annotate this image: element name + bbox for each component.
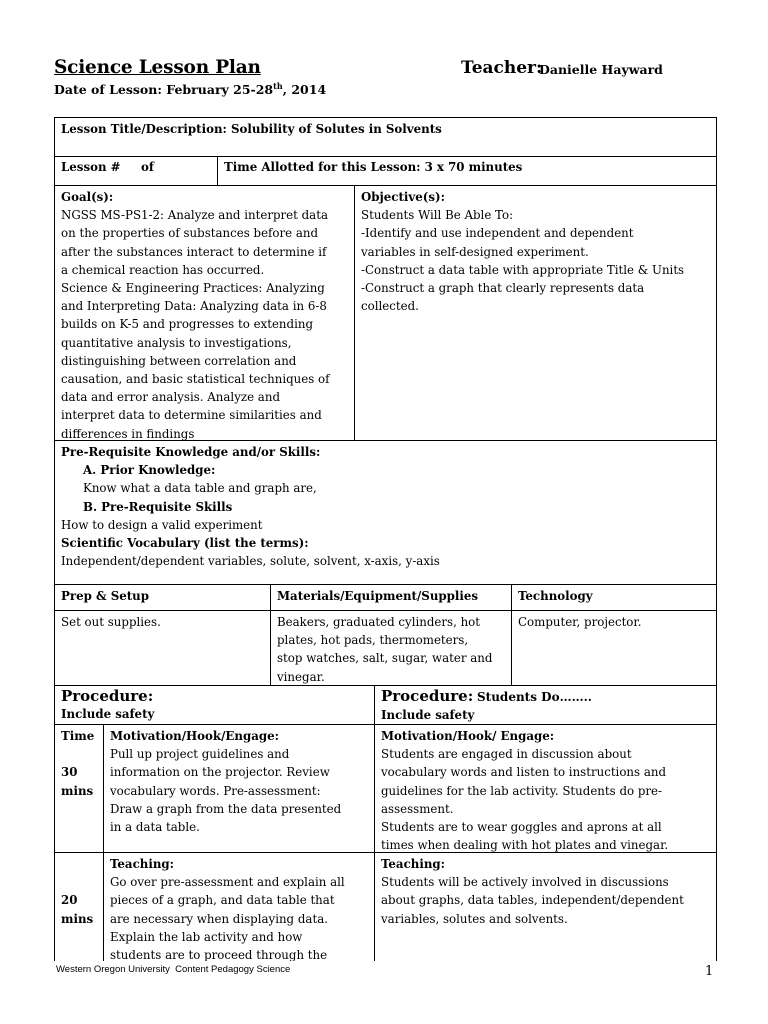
safety-right: Include safety: [381, 708, 475, 722]
objective-line: -Construct a data table with appropriate Title & Units: [361, 262, 685, 277]
procedure-teacher-header: [54, 685, 375, 725]
goal-line: causation, and basic statistical techniques of: [61, 372, 330, 387]
goal-line: on the properties of substances before and: [61, 226, 319, 241]
page-footer: Western Oregon University Content Pedagogy Science: [56, 964, 291, 975]
page-number: 1: [705, 964, 714, 979]
step-line: vocabulary words. Pre-assessment:: [110, 783, 321, 798]
step-line: are necessary when displaying data.: [110, 911, 328, 926]
goal-line: NGSS MS-PS1-2: Analyze and interpret data: [61, 208, 328, 223]
prerequisites-cell: [54, 440, 717, 585]
time-unit: mins: [61, 911, 94, 926]
goals-cell: [54, 185, 355, 441]
step-line: Explain the lab activity and how: [110, 929, 303, 944]
step-line: students are to proceed through the: [110, 948, 328, 961]
teacher-label: Teacher:: [461, 58, 543, 78]
goal-line: interpret data to determine similarities and: [61, 408, 322, 423]
step-heading: Motivation/Hook/Engage:: [110, 729, 279, 743]
date-superscript: th: [273, 81, 283, 91]
materials-header: [270, 584, 512, 611]
materials-header-label: Materials/Equipment/Supplies: [277, 589, 479, 603]
lesson-number-cell: [54, 156, 218, 186]
student-step-1: [374, 724, 717, 853]
goals-heading: Goal(s):: [61, 190, 114, 204]
spacer: [61, 745, 97, 763]
materials-cell: [270, 610, 512, 686]
goal-line: Science & Engineering Practices: Analyzing: [61, 281, 325, 296]
materials-line: plates, hot pads, thermometers,: [277, 633, 469, 648]
step-heading: Teaching:: [110, 857, 174, 871]
objectives-heading: Objective(s):: [361, 190, 445, 204]
procedure-heading-right: Procedure:: [381, 687, 474, 705]
safety-left: Include safety: [61, 707, 155, 721]
date-suffix: , 2014: [282, 82, 327, 98]
step-line: in a data table.: [110, 820, 200, 835]
time-allotted: Time Allotted for this Lesson: 3 x 70 minutes: [224, 160, 523, 174]
materials-line: Beakers, graduated cylinders, hot: [277, 615, 481, 629]
step-line: about graphs, data tables, independent/dependent: [381, 893, 684, 908]
materials-line: vinegar.: [277, 669, 325, 684]
prep-header: [54, 584, 271, 611]
time-cell-2: [54, 852, 104, 961]
spacer: [61, 873, 97, 891]
goal-line: distinguishing between correlation and: [61, 353, 297, 368]
student-step-2: [374, 852, 717, 961]
step-line: Draw a graph from the data presented: [110, 801, 342, 816]
step-line: vocabulary words and listen to instructions and: [381, 765, 667, 780]
procedure-student-header: [374, 685, 717, 725]
procedure-heading-left: Procedure:: [61, 687, 154, 705]
goal-line: builds on K-5 and progresses to extending: [61, 317, 314, 332]
goal-line: differences in findings: [61, 426, 195, 441]
step-heading: Teaching:: [381, 857, 445, 871]
students-do-label: Students Do……..: [477, 690, 592, 704]
step-line: assessment.: [381, 801, 454, 816]
time-unit: mins: [61, 783, 94, 798]
objective-line: collected.: [361, 299, 419, 314]
objective-line: Students Will Be Able To:: [361, 208, 514, 223]
step-line: Pull up project guidelines and: [110, 747, 290, 762]
step-line: Students are engaged in discussion about: [381, 747, 632, 762]
prior-knowledge-text: Know what a data table and graph are,: [83, 481, 317, 496]
objective-line: variables in self-designed experiment.: [361, 244, 589, 259]
time-value: 20: [61, 893, 78, 908]
teacher-step-2: [103, 852, 375, 961]
step-line: information on the projector. Review: [110, 765, 330, 780]
spacer: [61, 855, 97, 873]
technology-header: [511, 584, 717, 611]
materials-line: stop watches, salt, sugar, water and: [277, 651, 493, 666]
prereq-skills-label: B. Pre-Requisite Skills: [83, 499, 233, 514]
step-line: times when dealing with hot plates and vinegar.: [381, 838, 669, 853]
step-line: Go over pre-assessment and explain all: [110, 875, 345, 890]
objective-line: -Identify and use independent and dependent: [361, 226, 634, 241]
objectives-cell: [354, 185, 717, 441]
teacher-step-1: [103, 724, 375, 853]
time-value: 30: [61, 765, 78, 780]
technology-cell: [511, 610, 717, 686]
objective-line: -Construct a graph that clearly represents data: [361, 281, 645, 296]
prior-knowledge-label: A. Prior Knowledge:: [83, 463, 216, 478]
step-line: variables, solutes and solvents.: [381, 911, 568, 926]
time-cell-1: [54, 724, 104, 853]
step-line: Students will be actively involved in discussions: [381, 875, 669, 890]
prep-text: Set out supplies.: [61, 615, 161, 629]
document-title: Science Lesson Plan: [54, 57, 261, 78]
lesson-number: Lesson # of: [61, 160, 154, 174]
teacher-name: Danielle Hayward: [539, 62, 663, 77]
goal-line: quantitative analysis to investigations,: [61, 335, 292, 350]
goal-line: after the substances interact to determine if: [61, 244, 327, 259]
goal-line: data and error analysis. Analyze and: [61, 390, 280, 405]
prep-cell: [54, 610, 271, 686]
vocabulary-heading: Scientific Vocabulary (list the terms):: [61, 536, 309, 551]
step-line: pieces of a graph, and data table that: [110, 893, 335, 908]
step-heading: Motivation/Hook/ Engage:: [381, 729, 555, 743]
technology-text: Computer, projector.: [518, 615, 642, 629]
lesson-title-cell: [54, 117, 717, 157]
step-line: guidelines for the lab activity. Students do pre-: [381, 783, 663, 798]
goal-line: a chemical reaction has occurred.: [61, 262, 265, 277]
goal-line: and Interpreting Data: Analyzing data in 6-8: [61, 299, 327, 314]
technology-header-label: Technology: [518, 589, 593, 603]
lesson-title: Lesson Title/Description: Solubility of Solutes in Solvents: [61, 122, 442, 136]
prereq-heading: Pre-Requisite Knowledge and/or Skills:: [61, 445, 321, 459]
prep-header-label: Prep & Setup: [61, 589, 150, 603]
date-prefix: Date of Lesson: February 25-28: [54, 82, 274, 98]
step-line: Students are to wear goggles and aprons at all: [381, 820, 662, 835]
procedure-heading-right-line: [381, 686, 710, 707]
vocabulary-text: Independent/dependent variables, solute, solvent, x-axis, y-axis: [61, 554, 440, 569]
time-allotted-cell: [217, 156, 717, 186]
prereq-skills-text: How to design a valid experiment: [61, 517, 263, 532]
time-header: Time: [61, 729, 95, 743]
lesson-date: [54, 81, 326, 97]
